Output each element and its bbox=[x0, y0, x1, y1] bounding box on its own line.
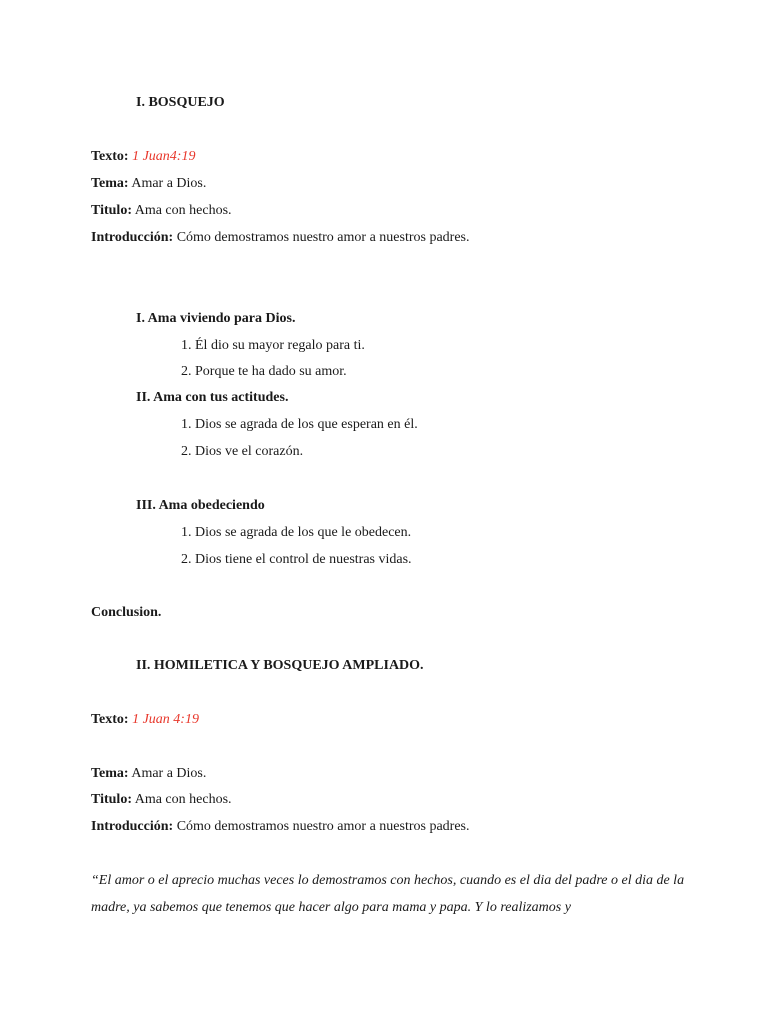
section2-introduccion bbox=[91, 818, 469, 836]
titulo-value: Ama con hechos. bbox=[134, 792, 232, 807]
tema-value: Amar a Dios. bbox=[131, 176, 207, 191]
section1-titulo bbox=[91, 202, 232, 220]
conclusion: Conclusion. bbox=[91, 605, 162, 620]
point-3-item-2: 2. Dios tiene el control de nuestras vidas. bbox=[181, 552, 412, 567]
section2-texto bbox=[91, 711, 199, 729]
titulo-label: Titulo: bbox=[91, 203, 132, 218]
introduccion-label: Introducción: bbox=[91, 819, 174, 834]
tema-label: Tema: bbox=[91, 176, 129, 191]
section2-tema bbox=[91, 765, 206, 783]
section1-tema bbox=[91, 175, 206, 193]
section2-titulo bbox=[91, 791, 232, 809]
texto-reference: 1 Juan 4:19 bbox=[132, 712, 199, 727]
point-3-item-1: 1. Dios se agrada de los que le obedecen. bbox=[181, 525, 412, 540]
introduccion-value: Cómo demostramos nuestro amor a nuestros padres. bbox=[176, 819, 470, 834]
tema-value: Amar a Dios. bbox=[131, 766, 207, 781]
section1-heading: I. BOSQUEJO bbox=[136, 95, 225, 110]
section1-introduccion bbox=[91, 229, 469, 247]
tema-label: Tema: bbox=[91, 766, 129, 781]
texto-reference: 1 Juan4:19 bbox=[132, 149, 196, 164]
titulo-value: Ama con hechos. bbox=[134, 203, 232, 218]
section2-heading: II. HOMILETICA Y BOSQUEJO AMPLIADO. bbox=[136, 658, 424, 673]
introduction-quote: “El amor o el aprecio muchas veces lo demostramos con hechos, cuando es el dia del padre o el dia de la madre, ya sabemos que tenemos que hacer algo para mama y papa. Y lo realizamos y bbox=[91, 873, 685, 915]
section1-texto bbox=[91, 148, 195, 166]
texto-label: Texto: bbox=[91, 149, 129, 164]
point-2-title: II. Ama con tus actitudes. bbox=[136, 390, 289, 405]
point-2-item-1: 1. Dios se agrada de los que esperan en él. bbox=[181, 417, 418, 432]
point-1-title: I. Ama viviendo para Dios. bbox=[136, 311, 296, 326]
texto-label: Texto: bbox=[91, 712, 129, 727]
point-2-item-2: 2. Dios ve el corazón. bbox=[181, 444, 304, 459]
introduccion-label: Introducción: bbox=[91, 230, 174, 245]
point-1-item-1: 1. Él dio su mayor regalo para ti. bbox=[181, 338, 365, 353]
titulo-label: Titulo: bbox=[91, 792, 132, 807]
point-1-item-2: 2. Porque te ha dado su amor. bbox=[181, 364, 347, 379]
point-3-title: III. Ama obedeciendo bbox=[136, 498, 265, 513]
introduccion-value: Cómo demostramos nuestro amor a nuestros padres. bbox=[176, 230, 470, 245]
